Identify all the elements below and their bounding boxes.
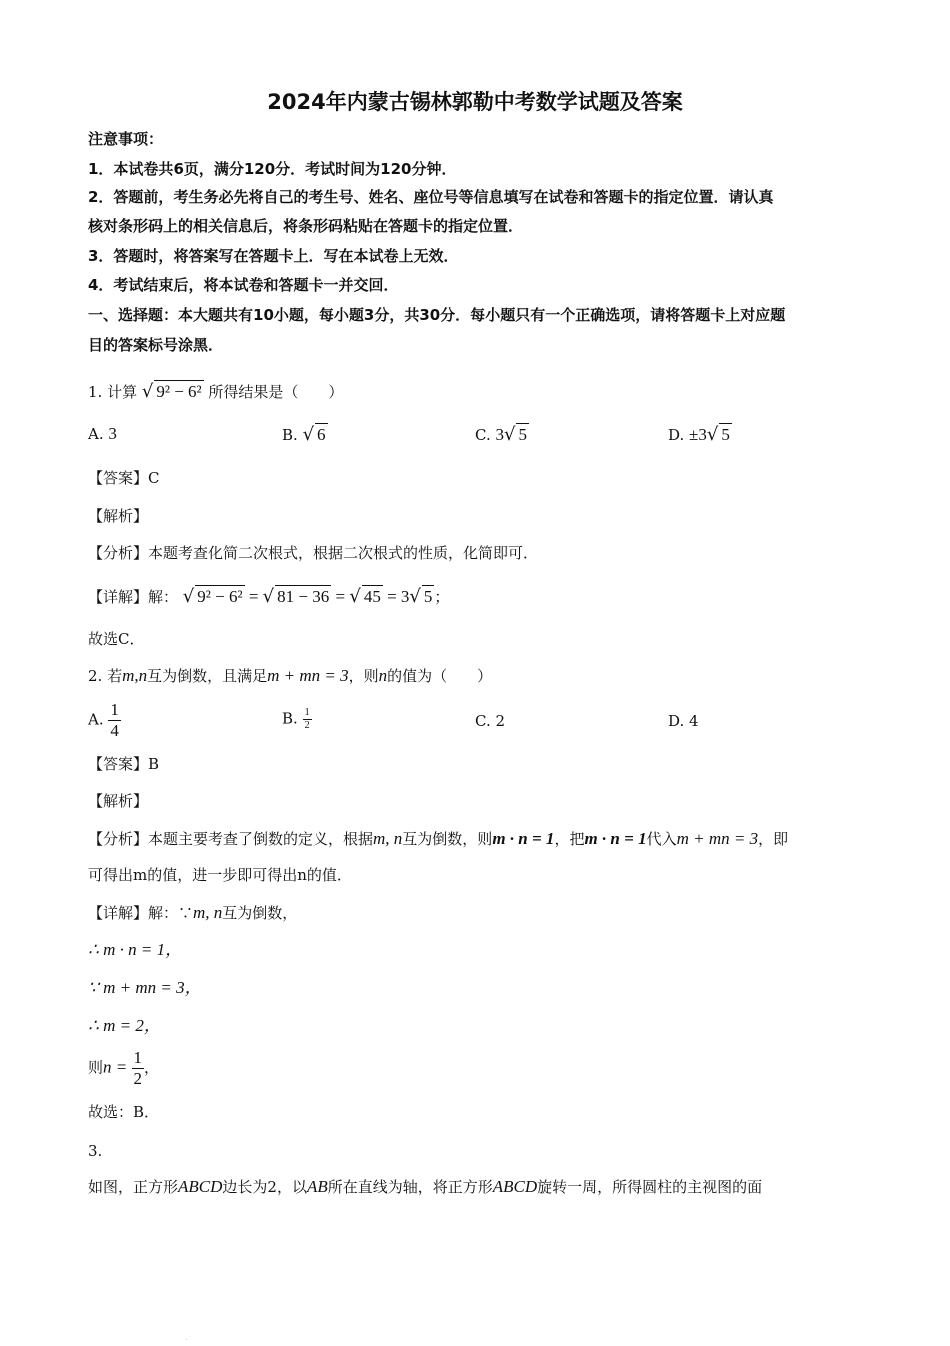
q3-number: 3. <box>88 1142 103 1160</box>
q1-choice: 故选C． <box>88 630 145 648</box>
q2-step-1: ∴ m · n = 1， <box>88 940 183 959</box>
q2-choice: 故选：B． <box>88 1103 160 1121</box>
q3-stem: 如图，正方形ABCD边长为2，以AB所在直线为轴，将正方形ABCD旋转一周，所得圆柱的主视图的面 <box>88 1177 763 1196</box>
q1-answer: 【答案】C <box>88 469 160 487</box>
radical-sign: √ <box>141 381 154 402</box>
q1-analysis: 【分析】本题考查化简二次根式，根据二次根式的性质，化简即可． <box>88 544 539 562</box>
q2-step-2: ∵ m + mn = 3， <box>88 978 202 997</box>
section1-instructions-cont: 目的答案标号涂黑． <box>88 336 224 354</box>
q1-expression: 9² − 6² <box>156 382 202 401</box>
note-4: 4．考试结束后，将本试卷和答题卡一并交回． <box>88 276 399 294</box>
q2-step-3: ∴ m = 2， <box>88 1016 161 1035</box>
q2-option-d: D. 4 <box>668 712 699 730</box>
q1-analysis-tag: 【解析】 <box>88 507 149 525</box>
notes-heading: 注意事项： <box>88 130 164 148</box>
q2-step-4: 则n = $\frac{1}{2}$ ， <box>88 1048 160 1088</box>
section1-instructions: 一、选择题：本大题共有10小题，每小题3分，共30分．每小题只有一个正确选项，请将答题卡上对应题 <box>88 306 786 324</box>
q1-option-b: B. √ 6 <box>282 424 326 445</box>
q1-stem: 1. 计算 √ 9² − 6² 所得结果是（ ） <box>88 381 344 402</box>
q2-option-c: C. 2 <box>475 712 506 730</box>
q2-option-b: B. $\frac{1}{2}$ <box>282 707 310 731</box>
q2-detail: 【详解】解：∵m, n互为倒数， <box>88 903 298 922</box>
q2-answer: 【答案】B <box>88 755 160 773</box>
q2-option-a: A. $\frac{1}{4}$ <box>88 700 119 740</box>
q1-option-c: C. 3√ 5 <box>475 424 527 445</box>
q1-option-d: D. ±3√ 5 <box>668 424 730 445</box>
document-title: 2024年内蒙古锡林郭勒中考数学试题及答案 <box>267 90 683 114</box>
page-mark: · <box>185 1335 189 1346</box>
q1-option-a: A. 3 <box>88 424 117 443</box>
q2-analysis: 【分析】本题主要考查了倒数的定义，根据m, n互为倒数，则m · n = 1，把m · n = 1代入m + mn = 3，即 <box>88 829 789 848</box>
note-2: 2．答题前，考生务必先将自己的考生号、姓名、座位号等信息填写在试卷和答题卡的指定位置．请认真 <box>88 188 774 206</box>
q2-analysis-tag: 【解析】 <box>88 792 149 810</box>
note-3: 3．答题时，将答案写在答题卡上．写在本试卷上无效． <box>88 247 459 265</box>
q2-analysis-cont: 可得出m的值，进一步即可得出n的值． <box>88 866 352 884</box>
note-2-cont: 核对条形码上的相关信息后，将条形码粘贴在答题卡的指定位置． <box>88 217 524 235</box>
q2-stem: 2. 若m,n互为倒数，且满足m + mn = 3，则n的值为（ ） <box>88 666 493 685</box>
note-1: 1．本试卷共6页，满分120分．考试时间为120分钟． <box>88 160 457 178</box>
q1-detail: 【详解】解： √ 9² − 6² = √ 81 − 36 = √ 45 = 3√ 5 ； <box>88 586 450 607</box>
